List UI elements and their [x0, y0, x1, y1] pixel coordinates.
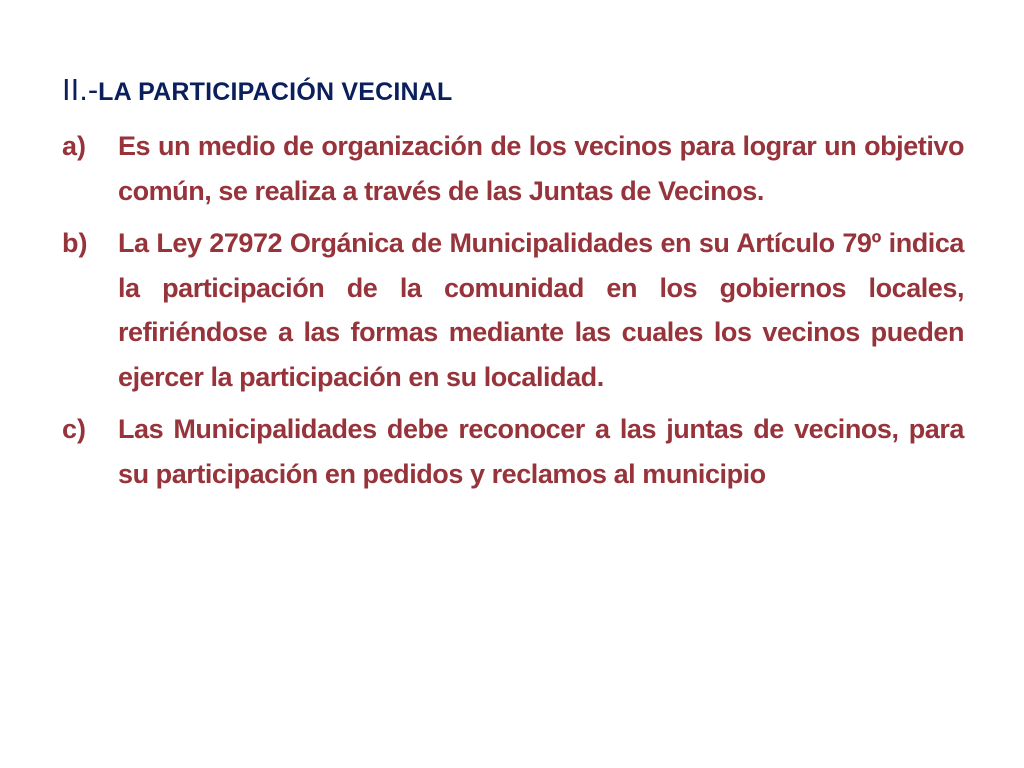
heading-numeral: II.-	[62, 72, 99, 107]
heading-title: LA PARTICIPACIÓN VECINAL	[98, 78, 453, 106]
item-text: Es un medio de organización de los vecinos para lograr un objetivo común, se realiza a través de las Juntas de Vecinos.	[118, 131, 964, 206]
item-marker: b)	[62, 228, 88, 258]
slide-heading	[62, 70, 453, 112]
list-item-a	[62, 124, 964, 213]
item-text: La Ley 27972 Orgánica de Municipalidades en su Artículo 79º indica la participación de la comunidad en los gobiernos locales, refiriéndose a las formas mediante las cuales los vecinos pueden ejercer la participación en su localidad.	[118, 228, 964, 392]
list-item-b	[62, 221, 964, 399]
item-marker: c)	[62, 414, 87, 444]
list-item-c	[62, 407, 964, 496]
item-text: Las Municipalidades debe reconocer a las juntas de vecinos, para su participación en pedidos y reclamos al municipio	[118, 414, 964, 489]
item-marker: a)	[62, 131, 87, 161]
item-list	[62, 124, 964, 504]
